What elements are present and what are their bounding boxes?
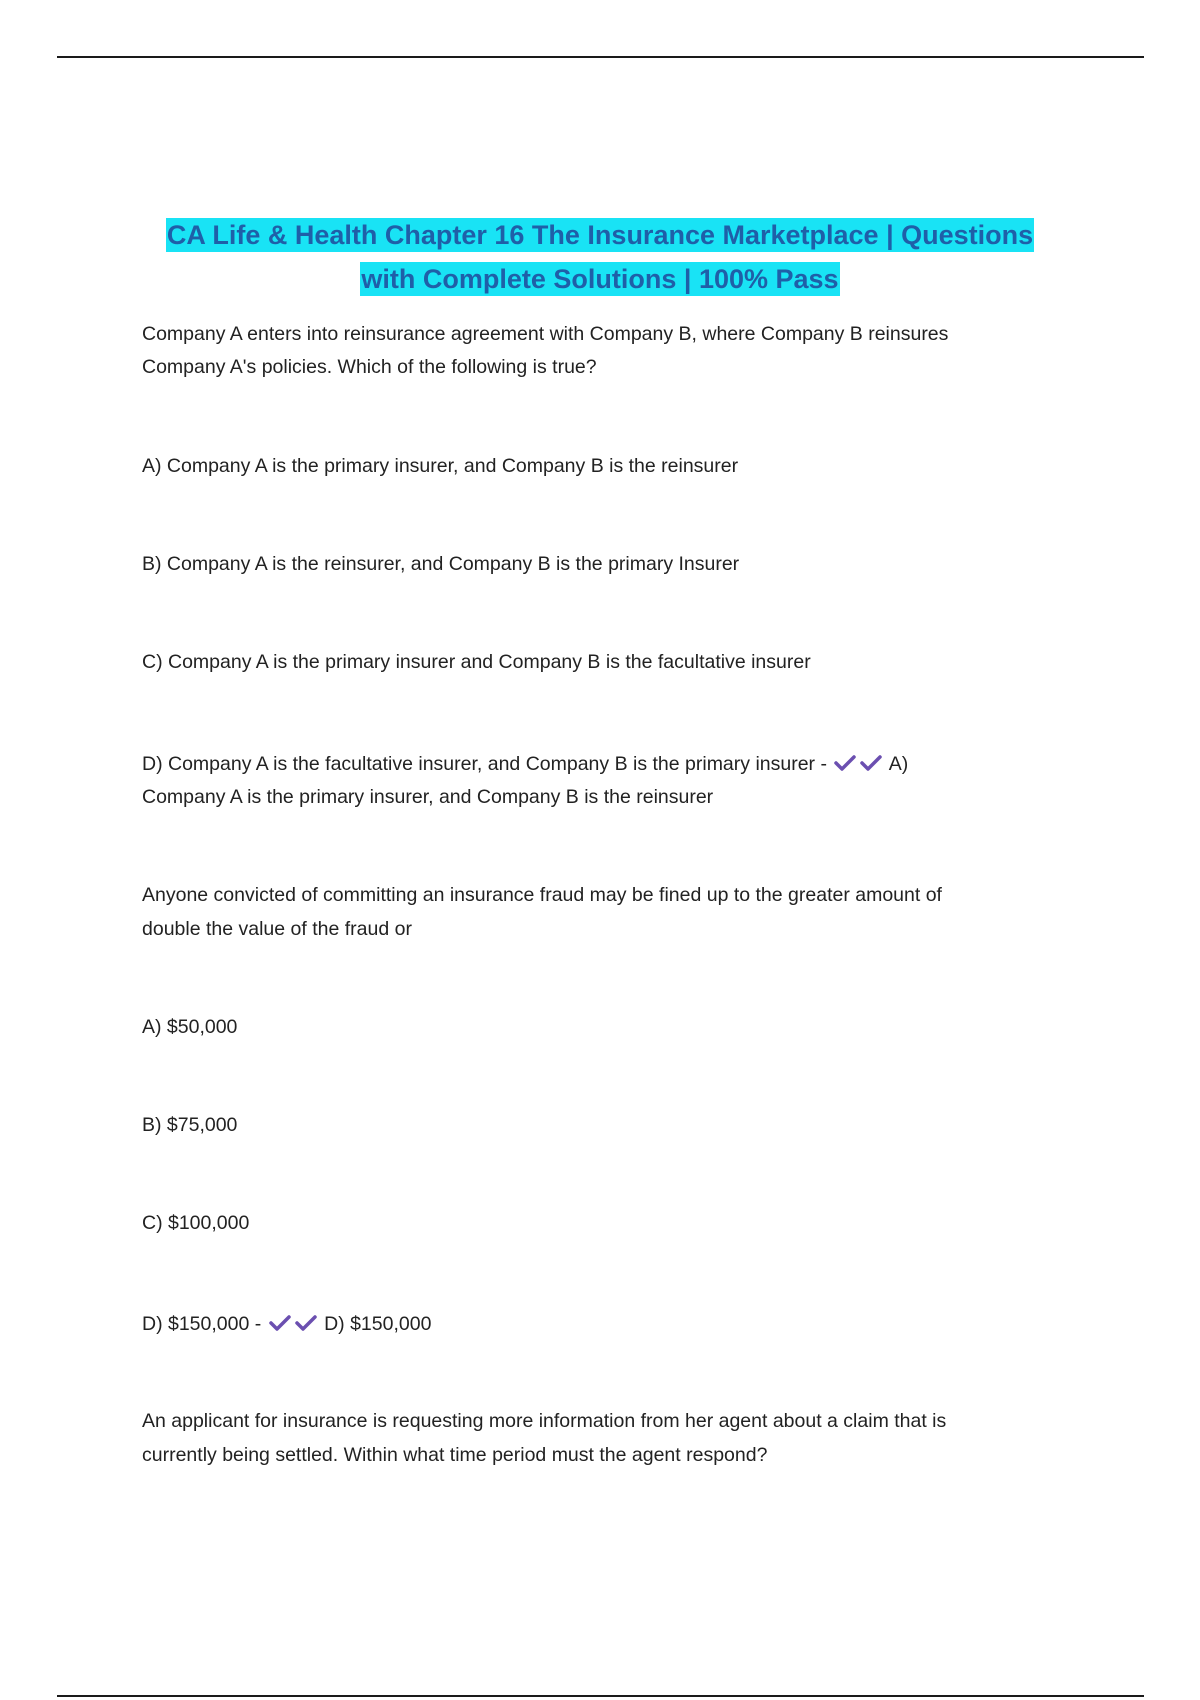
q2-answer-start: D) $150,000 bbox=[324, 1313, 432, 1335]
q1-answer-start: A) bbox=[888, 753, 909, 775]
q2-option-c: C) $100,000 bbox=[142, 1212, 250, 1234]
q1-answer-rest: Company A is the primary insurer, and Company B is the reinsurer bbox=[142, 786, 714, 808]
title-line-2: with Complete Solutions | 100% Pass bbox=[361, 264, 839, 294]
check-icon bbox=[268, 1314, 292, 1332]
q3-stem-line-1: An applicant for insurance is requesting more information from her agent about a claim that is bbox=[142, 1410, 947, 1432]
document-title bbox=[130, 213, 1070, 301]
q2-option-b: B) $75,000 bbox=[142, 1114, 238, 1136]
q2-option-a: A) $50,000 bbox=[142, 1016, 238, 1038]
check-icon bbox=[294, 1314, 318, 1332]
q2-stem-line-1: Anyone convicted of committing an insurance fraud may be fined up to the greater amount of bbox=[142, 884, 942, 906]
q1-option-c: C) Company A is the primary insurer and Company B is the facultative insurer bbox=[142, 651, 811, 673]
check-icon bbox=[859, 754, 883, 772]
q2-option-d: D) $150,000 - bbox=[142, 1313, 262, 1335]
q1-option-a: A) Company A is the primary insurer, and Company B is the reinsurer bbox=[142, 455, 739, 477]
bottom-rule bbox=[57, 1695, 1144, 1697]
title-line-1: CA Life & Health Chapter 16 The Insurance Marketplace | Questions bbox=[166, 220, 1034, 250]
q1-option-d-line bbox=[142, 748, 1062, 781]
q1-stem-line-1: Company A enters into reinsurance agreement with Company B, where Company B reinsures bbox=[142, 323, 949, 345]
q1-option-d: D) Company A is the facultative insurer, and Company B is the primary insurer - bbox=[142, 753, 827, 775]
q1-stem-line-2: Company A's policies. Which of the following is true? bbox=[142, 356, 597, 378]
check-icon bbox=[833, 754, 857, 772]
q2-option-d-line bbox=[142, 1308, 1062, 1341]
q3-stem-line-2: currently being settled. Within what time period must the agent respond? bbox=[142, 1444, 768, 1466]
top-rule bbox=[57, 56, 1144, 58]
q1-option-b: B) Company A is the reinsurer, and Company B is the primary Insurer bbox=[142, 553, 740, 575]
q2-stem-line-2: double the value of the fraud or bbox=[142, 918, 412, 940]
